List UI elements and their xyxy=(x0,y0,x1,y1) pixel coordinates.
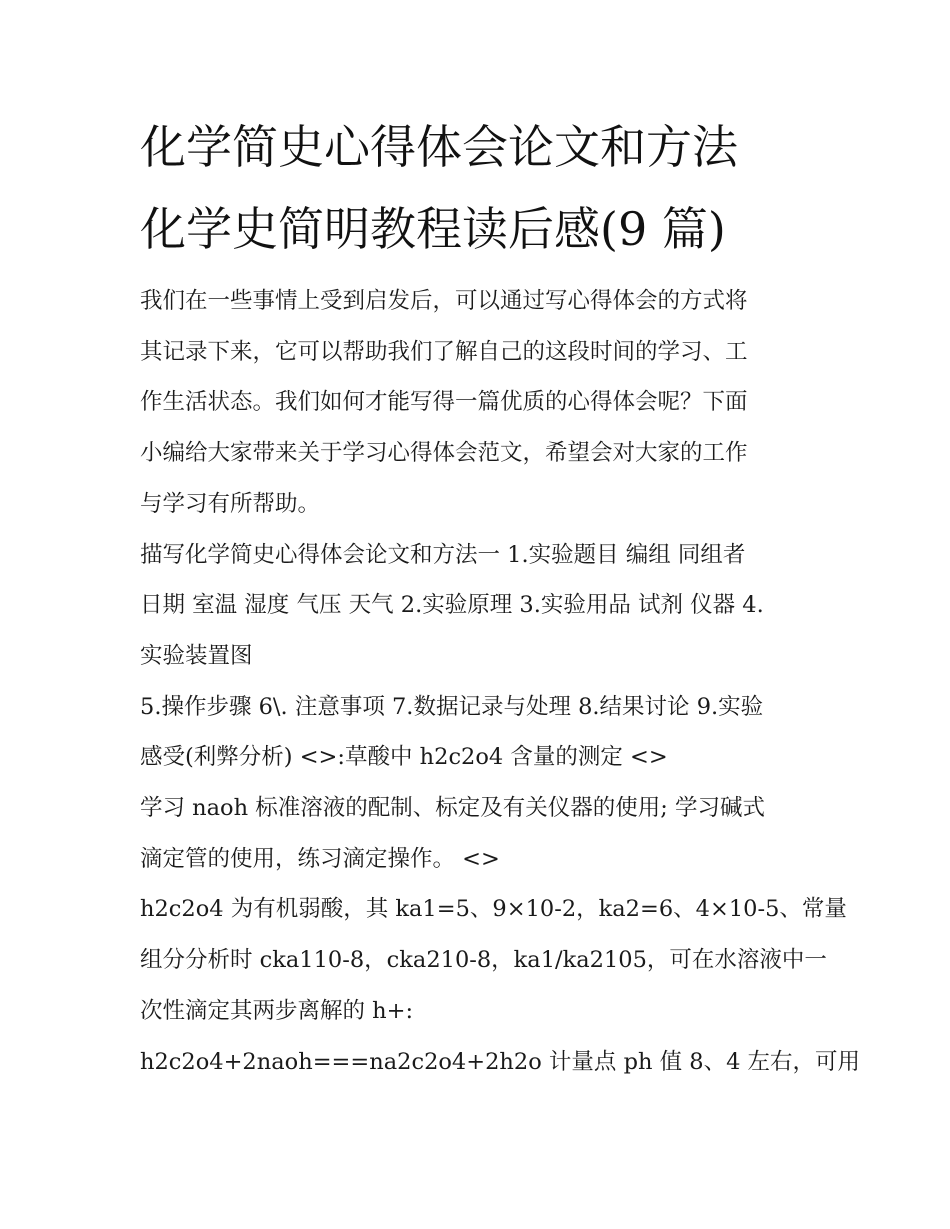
body-line: 次性滴定其两步离解的 h+: xyxy=(140,997,414,1024)
body-line: 滴定管的使用，练习滴定操作。 <> xyxy=(140,845,500,872)
body-line: 与学习有所帮助。 xyxy=(140,490,321,517)
title-line-2: 化学史简明教程读后感(9 篇) xyxy=(140,202,726,256)
body-line: 小编给大家带来关于学习心得体会范文，希望会对大家的工作 xyxy=(140,440,748,467)
body-line: 感受(利弊分析) <>:草酸中 h2c2o4 含量的测定 <> xyxy=(140,744,668,771)
body-line: 我们在一些事情上受到启发后，可以通过写心得体会的方式将 xyxy=(140,288,748,314)
document-title xyxy=(140,106,840,270)
body-line: 5.操作步骤 6\. 注意事项 7.数据记录与处理 8.结果讨论 9.实验 xyxy=(140,693,764,720)
body-line: 组分分析时 cka110-8，cka210-8，ka1/ka2105，可在水溶液中一 xyxy=(140,947,827,974)
body-line: h2c2o4 为有机弱酸，其 ka1=5、9×10-2，ka2=6、4×10-5、常量 xyxy=(140,896,847,923)
body-line: h2c2o4+2naoh===na2c2o4+2h2o 计量点 ph 值 8、4 左右，可用 xyxy=(140,1048,861,1075)
title-line-1: 化学简史心得体会论文和方法 xyxy=(140,120,738,174)
body-line: 日期 室温 湿度 气压 天气 2.实验原理 3.实验用品 试剂 仪器 4. xyxy=(140,592,764,619)
body-line: 学习 naoh 标准溶液的配制、标定及有关仪器的使用; 学习碱式 xyxy=(140,795,765,822)
body-line: 实验装置图 xyxy=(140,642,253,669)
body-line: 作生活状态。我们如何才能写得一篇优质的心得体会呢？下面 xyxy=(140,389,748,416)
body-line: 描写化学简史心得体会论文和方法一 1.实验题目 编组 同组者 xyxy=(140,541,746,568)
body-line: 其记录下来，它可以帮助我们了解自己的这段时间的学习、工 xyxy=(140,338,748,365)
document-body xyxy=(140,276,861,1087)
